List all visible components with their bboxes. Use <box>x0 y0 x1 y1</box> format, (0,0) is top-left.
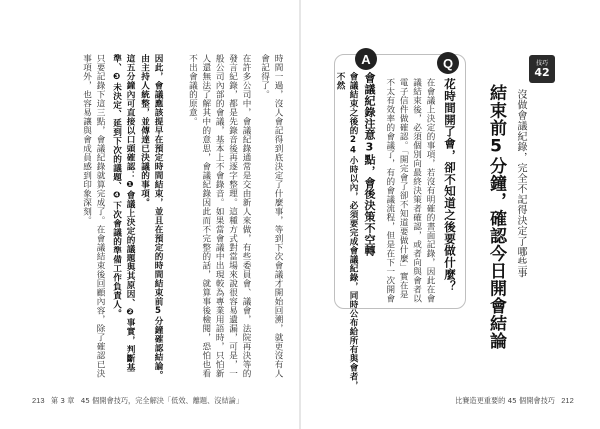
left-page-number: 213 <box>32 396 45 405</box>
chapter-label: 第 <box>50 396 59 405</box>
page-gutter <box>299 0 301 429</box>
left-para-2: 在許多公司中，會議紀錄通常是交由新人來做，有些委員會、議會，法院再決等的發言紀錄，都是先錄音後再逐字整理。這種方式對當場來說很容易遺漏，可是，一般公司內部的會議，基本上不會錄音。如果當會議中出現較為專業用語時，只怕新人還無法了解其中的意思，會議紀錄因此而不完整的話，就算事後檢閱，恐怕也看不出會議的原意。 <box>187 54 251 378</box>
book-title: 比賽造更重要的 45 個開會技巧 <box>455 396 555 405</box>
right-footer <box>455 396 578 406</box>
question-body: 在會議上決定的事項，若沒有明確的書面記錄，因此在會議結束後，必須個別向最終決策者確認，或者向與會者以電子信件做確認。「開完會了卻不知道要做什麼」實在是不太有效率的會議了，有的會議流程，但是在下一次開會 <box>384 78 435 303</box>
question-marker-icon: Q <box>437 52 459 74</box>
tip-badge-label: 技巧 <box>535 59 548 67</box>
chapter-number: 3 <box>60 396 65 405</box>
answer-marker-icon: A <box>355 48 377 70</box>
chapter-suffix: 章 <box>67 396 75 405</box>
answer-heading: 會議紀錄注意3點，會後決策不空轉 <box>363 72 376 257</box>
answer-subheading: 會議結束之後的24小時以內，必須要完成會議紀錄，同時公布給所有與會者，不然 <box>335 72 358 390</box>
tip-badge <box>529 55 555 83</box>
chapter-title: 45 個開會技巧，完全解決「低效、離題、沒結論」 <box>80 396 244 405</box>
right-page-number: 212 <box>561 396 574 405</box>
tip-badge-number: 42 <box>534 65 550 79</box>
left-para-1: 時間一過，沒人會記得到底決定了什麼事，等到下次會議才開始回溯，就更沒有人會記得了。 <box>259 54 283 378</box>
tip-title: 結束前5分鐘，確認今日開會結論 <box>486 84 506 350</box>
left-footer <box>28 396 243 406</box>
left-para-5: 只要記錄下這三點，會議紀錄就算完成了。在會議結束後回顧內容，除了確認已決事項外，也容易讓與會成員感到印象深刻。 <box>81 54 105 378</box>
question-heading: 花時間開了會，卻不知道之後要做什麼？ <box>443 78 457 293</box>
left-para-3: 因此，會議應該提早在預定時間結束，並且在預定的時間結束前5分鐘確認結論。由主持人統整，並傳達已決議的事項。 <box>139 54 163 380</box>
tip-subtitle: 沒做會議紀錄，完全不記得決定了哪些事 <box>515 89 526 278</box>
left-para-4: 這五分鐘內可直接以口頭確認：❶會議上決定的議題與其原因、❷事實，判斷基準、❸未決定、延到下次的議題、❹下次會議的準備工作負責人。 <box>111 54 135 372</box>
